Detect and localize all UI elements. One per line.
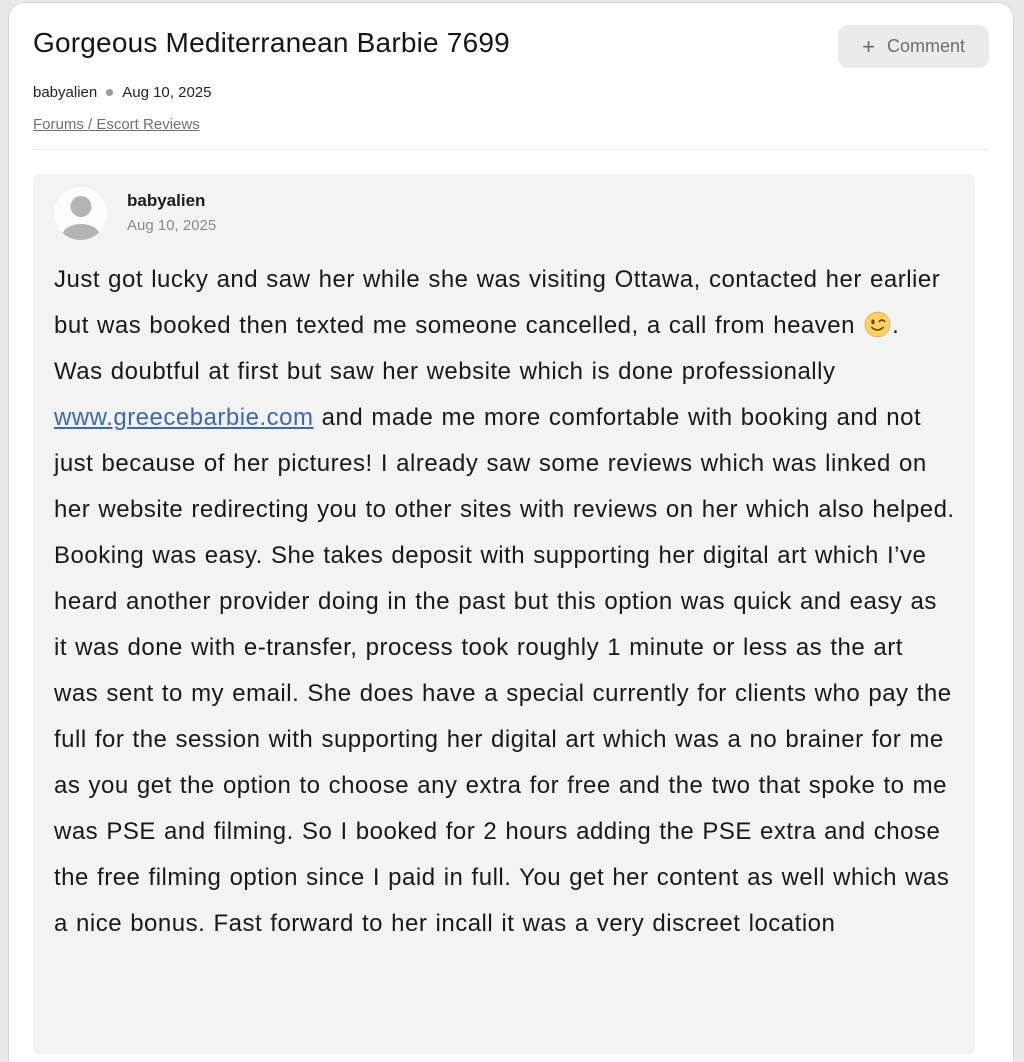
post-date: Aug 10, 2025 — [127, 217, 217, 234]
breadcrumb[interactable]: Forums / Escort Reviews — [33, 116, 200, 133]
post-header — [54, 187, 955, 240]
thread-page — [8, 2, 1014, 1062]
dot-separator-icon — [106, 89, 113, 96]
post-card — [33, 174, 975, 1054]
comment-button[interactable] — [838, 25, 989, 68]
post-text-segment: . Was doubtful at first but saw her website which is done professionally — [54, 312, 900, 385]
header-divider — [33, 149, 989, 150]
person-silhouette-icon — [70, 196, 91, 217]
thread-meta — [33, 84, 989, 101]
post-body — [54, 257, 955, 947]
comment-button-label: Comment — [886, 36, 965, 56]
thread-date: Aug 10, 2025 — [122, 84, 212, 101]
person-silhouette-torso — [62, 224, 99, 240]
post-text-segment: and made me more comfortable with booking and not just because of her pictures! I already saw some reviews which was linked on her website redirecting you to other sites with reviews on her which also helped. Booking was easy. She takes deposit with supporting her digital art which I’ve heard another provider doing in the past but this option was quick and easy as it was done with e-transfer, process took roughly 1 minute or less as the art was sent to my email. She does have a special currently for clients who pay the full for the session with supporting her digital art which was a no brainer for me as you get the option to choose any extra for free and the two that spoke to me was PSE and filming. So I booked for 2 hours adding the PSE extra and chose the free filming option since I paid in full. You get her content as well which was a nice bonus. Fast forward to her incall it was a very discreet location — [54, 404, 955, 937]
thread-header — [33, 25, 989, 68]
post-text-segment: Just got lucky and saw her while she was visiting Ottawa, contacted her earlier but was booked then texted me someone cancelled, a call from heaven — [54, 266, 941, 339]
post-author-block — [127, 187, 216, 234]
thread-title: Gorgeous Mediterranean Barbie 7699 — [33, 27, 510, 58]
avatar[interactable] — [54, 187, 107, 240]
website-link[interactable]: www.greecebarbie.com — [54, 404, 314, 431]
wink-emoji-icon — [864, 308, 891, 335]
thread-author: babyalien — [33, 84, 98, 101]
post-author: babyalien — [127, 191, 206, 210]
plus-icon: + — [862, 33, 875, 59]
